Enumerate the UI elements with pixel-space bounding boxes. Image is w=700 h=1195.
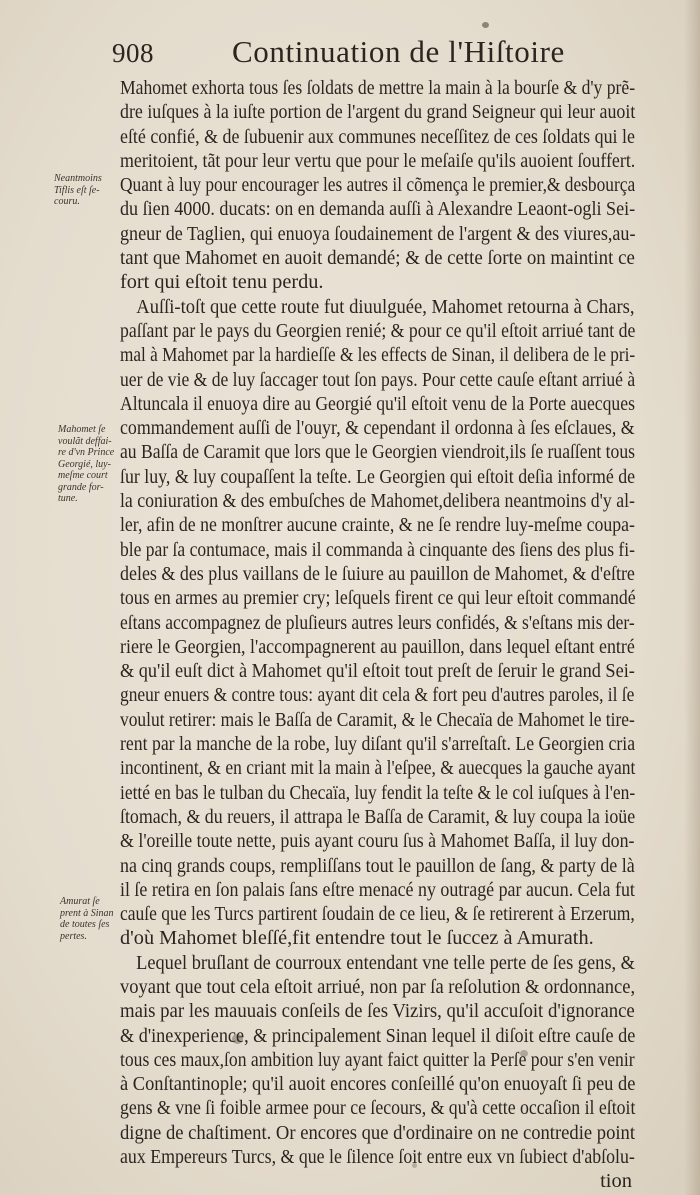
text-line: la coniuration & des embuſches de Mahomet,delibera neantmoins d'y al- — [120, 490, 635, 513]
catchword: tion — [600, 1170, 632, 1193]
text-line: ſtomach, & du reuers, il attrapa le Baſſa de Caramit, & luy coupa la ioüe — [120, 805, 636, 828]
margin-note-amurat — [60, 896, 130, 942]
text-line: eſtans accompagnez de pluſieurs autres leurs confidés, & s'eſtans mis der- — [120, 611, 635, 634]
text-line: ſur luy, & luy coupaſſent la teſte. Le Georgien qui eſtoit deſia informé de — [120, 465, 636, 488]
margin-note-line: couru. — [54, 196, 80, 207]
text-line: & d'inexperience, & principalement Sinan lequel il diſoit eſtre cauſe de — [120, 1024, 636, 1047]
text-line: aux Empereurs Turcs, & que le ſilence ſoit entre eux vn ſubiect d'abſolu- — [120, 1146, 635, 1169]
text-line: digne de chaſtiment. Or encores que d'ordinaire on ne contredie point — [120, 1121, 636, 1144]
margin-note-line: Neantmoins — [54, 173, 102, 184]
page-header — [112, 34, 592, 74]
margin-note-line: tune. — [58, 493, 78, 504]
margin-note-tiflis — [54, 173, 124, 208]
margin-note-line: pertes. — [60, 930, 87, 942]
text-line: eſté confié, & de ſubuenir aux communes neceſſitez de ces ſoldats qui le — [120, 125, 635, 148]
main-text — [120, 76, 640, 1194]
text-line: Quant à luy pour encourager les autres il cõmença le premier,& desbourça — [120, 174, 636, 197]
ink-speck — [482, 22, 489, 28]
text-line: Altuncala il enuoya dire au Georgié qu'il eſtoit venu de la Porte auecques — [120, 392, 635, 415]
text-line: rent par la manche de la robe, luy diſant qu'il s'arreſtaſt. Le Georgien cria — [120, 733, 636, 756]
running-title: Continuation de l'Hiſtoire — [232, 34, 565, 69]
text-line: dre iuſques à la iuſte portion de l'argent du grand Seigneur qui leur auoit — [120, 101, 636, 124]
margin-note-line: voulãt deffai- — [58, 435, 112, 447]
text-line: na cinq grands coups, rempliſſans tout le pauillon de ſang, & party de là — [120, 854, 635, 877]
text-line: & l'oreille toute nette, puis ayant couru ſus à Mahomet Baſſa, il luy don- — [120, 830, 635, 853]
text-line: du ſien 4000. ducats: on en demanda auſſi à Alexandre Leaont-ogli Sei- — [120, 198, 636, 221]
text-line: gneur enuers & contre tous: ayant dit cela & fort peu d'autres paroles, il ſe — [120, 684, 635, 707]
text-line: Auſſi-toſt que cette route fut diuulguée, Mahomet retourna à Chars, — [136, 295, 635, 318]
text-line: voulut retirer: mais le Baſſa de Caramit, & le Checaïa de Mahomet le tire- — [120, 708, 635, 731]
text-line: deles & des plus vaillans de le ſuiure au pauillon de Mahomet, & d'eſtre — [120, 562, 635, 585]
margin-note-mahomet — [58, 424, 128, 505]
margin-note-line: Mahomet ſe — [58, 424, 106, 435]
text-line: mais par les mauuais conſeils de ſes Vizirs, qu'il accuſoit d'ignorance — [120, 1000, 635, 1023]
text-line: commandement auſſi de l'ouyr, & cependant il ordonna à ſes eſclaues, & — [120, 417, 635, 440]
margin-note-line: de toutes ſes — [60, 919, 110, 930]
margin-note-line: Georgié, luy- — [58, 458, 111, 470]
text-line: incontinent, & en criant mit la main à l'eſpee, & auecques la gauche ayant — [120, 757, 636, 780]
text-line: d'où Mahomet bleſſé,fit entendre tout le ſuccez à Amurath. — [120, 927, 594, 950]
text-line: mal à Mahomet par la hardieſſe & les effects de Sinan, il delibera de le pri- — [120, 344, 636, 367]
margin-note-line: Tiflis eſt ſe- — [54, 184, 100, 196]
margin-note-line: grande for- — [58, 481, 104, 493]
text-line: meritoient, tãt pour leur vertu que pour le meſaiſe qu'ils auoient ſouffert. — [120, 149, 636, 172]
margin-note-line: meſme court — [58, 470, 108, 481]
text-line: tous en armes au premier cry; leſquels firent ce qui leur eſtoit commandé — [120, 587, 636, 610]
text-line: cauſe que les Turcs partirent ſoudain de ce lieu, & ſe retirerent à Erzerum, — [120, 903, 635, 926]
text-line: uer de vie & de luy ſaccager tout ſon pays. Pour cette cauſe eſtant arriué à — [120, 368, 636, 391]
text-line: à Conſtantinople; qu'il auoit encores conſeillé qu'on enuoyaſt ſi peu de — [120, 1073, 636, 1096]
text-line: gens & vne ſi foible armee pour ce ſecours, & qu'à cette occaſion il eſtoit — [120, 1097, 636, 1120]
text-line: Lequel bruſlant de courroux entendant vne telle perte de ſes gens, & — [136, 951, 635, 974]
text-line: tant que Mahomet en auoit demandé; & de cette ſorte on maintint ce — [120, 247, 635, 270]
text-line: ble par ſa contumace, mais il commanda à cinquante des ſiens des plus fi- — [120, 538, 635, 561]
text-line: tous ces maux,ſon ambition luy ayant faict quitter la Perſe pour s'en venir — [120, 1048, 635, 1071]
page-edge-shadow — [684, 0, 700, 1195]
text-line: fort qui eſtoit tenu perdu. — [120, 271, 324, 294]
text-line: riere le Georgien, l'accompagnerent au pauillon, dans lequel eſtant entré — [120, 635, 635, 658]
text-line: gneur de Taglien, qui enuoya ſoudainement de l'argent & des viures,au- — [120, 222, 636, 245]
text-line: voyant que tout cela eſtoit arriué, non par ſa reſolution & ordonnance, — [120, 975, 636, 998]
text-line: & qu'il euſt dict à Mahomet qu'il eſtoit tout preſt de ſeruir le grand Sei- — [120, 660, 635, 683]
page-number: 908 — [112, 38, 154, 68]
text-line: paſſant par le pays du Georgien renié; & pour ce qu'il eſtoit arriué tant de — [120, 319, 636, 342]
text-line: il ſe retira en ſon palais ſans eſtre menacé ny outragé par aucun. Cela fut — [120, 878, 635, 901]
text-line: au Baſſa de Caramit que lors que le Georgien viendroit,ils ſe ruaſſent tous — [120, 441, 636, 464]
margin-note-line: Amurat ſe — [60, 896, 100, 907]
text-line: Mahomet exhorta tous ſes ſoldats de mettre la main à la bourſe & d'y prẽ- — [120, 77, 636, 99]
text-line: ietté en bas le tulban du Checaïa, luy fendit la teſte & le col iuſques à l'en- — [120, 781, 636, 804]
text-line: ler, afin de ne monſtrer aucune crainte, & ne ſe rendre luy-meſme coupa- — [120, 514, 635, 537]
margin-note-line: prent à Sinan — [60, 907, 114, 919]
margin-note-line: re d'vn Prince — [58, 447, 115, 458]
